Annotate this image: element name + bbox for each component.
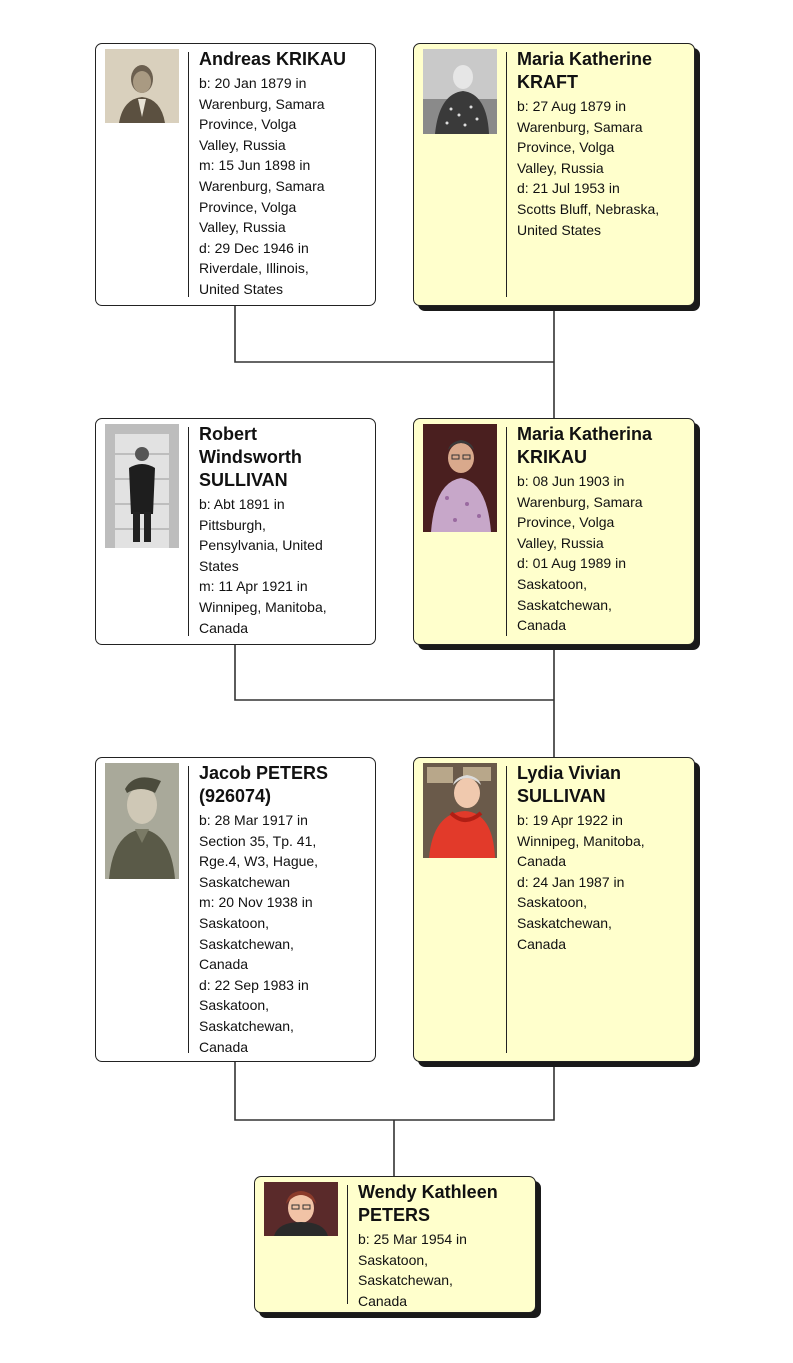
portrait-photo: [105, 424, 179, 548]
portrait-photo: [423, 49, 497, 134]
detail-line: Valley, Russia: [517, 159, 604, 176]
detail-line: States: [199, 557, 239, 574]
detail-line: Warenburg, Samara: [199, 177, 325, 194]
detail-line: Valley, Russia: [199, 219, 286, 236]
person-info: [358, 1181, 529, 1311]
detail-line: Saskatchewan,: [517, 596, 612, 613]
name-line: Andreas KRIKAU: [199, 49, 347, 69]
portrait-photo: [105, 763, 179, 879]
detail-line: m: 20 Nov 1938 in: [199, 894, 313, 911]
person-card-jacob-peters[interactable]: [95, 757, 376, 1062]
detail-line: Saskatchewan: [199, 873, 291, 890]
detail-line: d: 29 Dec 1946 in: [199, 239, 309, 256]
detail-line: Province, Volga: [517, 514, 615, 531]
detail-line: Pensylvania, United: [199, 537, 323, 554]
detail-line: Canada: [199, 619, 249, 636]
detail-line: Saskatoon,: [358, 1251, 429, 1268]
name-line: Jacob PETERS: [199, 763, 329, 783]
person-name: [517, 762, 688, 808]
person-name: [199, 762, 369, 808]
person-name: [517, 48, 688, 94]
name-line: SULLIVAN: [199, 470, 288, 490]
detail-line: Province, Volga: [517, 139, 615, 156]
detail-line: Canada: [517, 617, 567, 634]
name-line: Windsworth: [199, 447, 302, 467]
connector-robert-maria: [235, 645, 554, 759]
person-card-maria-katherina-krikau[interactable]: [413, 418, 695, 645]
detail-line: m: 11 Apr 1921 in: [199, 578, 308, 595]
detail-line: Warenburg, Samara: [199, 95, 325, 112]
detail-line: Saskatoon,: [199, 997, 270, 1014]
portrait-photo: [264, 1182, 338, 1236]
person-card-lydia-vivian-sullivan[interactable]: [413, 757, 695, 1062]
divider: [506, 52, 507, 297]
person-card-maria-katherine-kraft[interactable]: [413, 43, 695, 306]
detail-line: Saskatchewan,: [358, 1272, 453, 1289]
detail-line: d: 21 Jul 1953 in: [517, 180, 620, 197]
detail-line: Canada: [358, 1292, 408, 1309]
person-name: [199, 48, 369, 71]
person-info: [517, 423, 688, 636]
divider: [506, 766, 507, 1053]
name-line: Maria Katherina: [517, 424, 653, 444]
detail-line: b: 08 Jun 1903 in: [517, 473, 625, 489]
detail-line: Saskatchewan,: [517, 914, 612, 931]
name-line: (926074): [199, 786, 272, 806]
person-card-andreas-krikau[interactable]: [95, 43, 376, 306]
name-line: KRAFT: [517, 72, 578, 92]
person-details: [517, 96, 688, 240]
detail-line: Canada: [199, 956, 249, 973]
portrait-photo: [105, 49, 179, 123]
detail-line: Winnipeg, Manitoba,: [199, 598, 327, 615]
detail-line: d: 24 Jan 1987 in: [517, 873, 625, 890]
detail-line: Warenburg, Samara: [517, 118, 643, 135]
person-info: [199, 423, 369, 638]
detail-line: Saskatoon,: [517, 894, 588, 911]
name-line: Robert: [199, 424, 257, 444]
person-name: [517, 423, 688, 469]
detail-line: Saskatoon,: [199, 914, 270, 931]
detail-line: Canada: [199, 1038, 249, 1055]
detail-line: United States: [517, 221, 602, 238]
person-details: [199, 810, 369, 1057]
detail-line: b: 20 Jan 1879 in: [199, 75, 307, 91]
detail-line: Canada: [517, 935, 567, 952]
detail-line: Scotts Bluff, Nebraska,: [517, 200, 660, 217]
divider: [188, 52, 189, 297]
person-card-robert-windsworth-sullivan[interactable]: [95, 418, 376, 645]
person-name: [199, 423, 369, 492]
detail-line: b: Abt 1891 in: [199, 496, 285, 512]
name-line: SULLIVAN: [517, 786, 606, 806]
person-details: [199, 494, 369, 638]
detail-line: Valley, Russia: [199, 136, 286, 153]
person-info: [517, 48, 688, 240]
detail-line: b: 25 Mar 1954 in: [358, 1231, 467, 1247]
name-line: Wendy Kathleen: [358, 1182, 498, 1202]
detail-line: Pittsburgh,: [199, 516, 266, 533]
detail-line: United States: [199, 280, 284, 297]
divider: [188, 766, 189, 1053]
person-details: [517, 471, 688, 636]
name-line: PETERS: [358, 1205, 431, 1225]
detail-line: Saskatchewan,: [199, 1017, 294, 1034]
person-details: [358, 1229, 529, 1311]
detail-line: Saskatchewan,: [199, 935, 294, 952]
detail-line: Province, Volga: [199, 116, 297, 133]
divider: [347, 1185, 348, 1304]
person-info: [199, 762, 369, 1057]
detail-line: Valley, Russia: [517, 534, 604, 551]
detail-line: Section 35, Tp. 41,: [199, 832, 317, 849]
detail-line: Province, Volga: [199, 198, 297, 215]
divider: [506, 427, 507, 636]
person-card-wendy-kathleen-peters[interactable]: [254, 1176, 536, 1313]
person-details: [517, 810, 688, 954]
detail-line: Riverdale, Illinois,: [199, 260, 309, 277]
connector-jacob-lydia: [235, 1062, 554, 1178]
detail-line: Rge.4, W3, Hague,: [199, 853, 319, 870]
portrait-photo: [423, 763, 497, 858]
person-details: [199, 73, 369, 300]
detail-line: d: 01 Aug 1989 in: [517, 555, 626, 572]
detail-line: m: 15 Jun 1898 in: [199, 157, 311, 174]
name-line: KRIKAU: [517, 447, 587, 467]
person-name: [358, 1181, 529, 1227]
detail-line: Winnipeg, Manitoba,: [517, 832, 645, 849]
name-line: Maria Katherine: [517, 49, 653, 69]
detail-line: Saskatoon,: [517, 575, 588, 592]
detail-line: Canada: [517, 853, 567, 870]
divider: [188, 427, 189, 636]
person-info: [517, 762, 688, 954]
connector-andreas-maria: [235, 306, 554, 420]
detail-line: b: 28 Mar 1917 in: [199, 812, 308, 828]
name-line: Lydia Vivian: [517, 763, 622, 783]
detail-line: b: 19 Apr 1922 in: [517, 812, 623, 828]
detail-line: b: 27 Aug 1879 in: [517, 98, 626, 114]
detail-line: Warenburg, Samara: [517, 493, 643, 510]
detail-line: d: 22 Sep 1983 in: [199, 976, 309, 993]
person-info: [199, 48, 369, 300]
portrait-photo: [423, 424, 497, 532]
